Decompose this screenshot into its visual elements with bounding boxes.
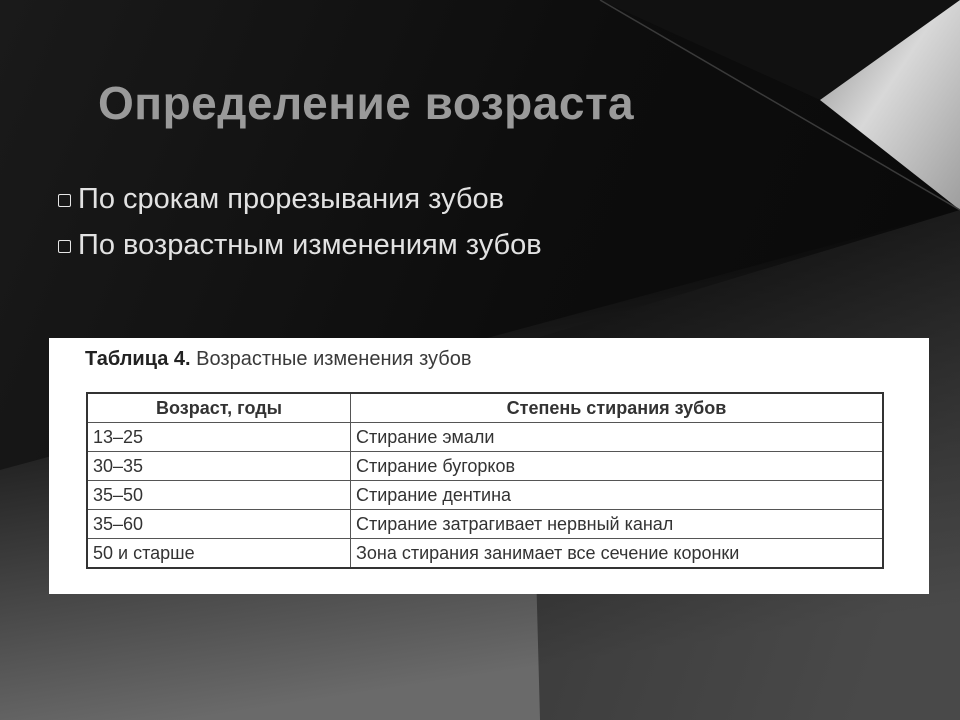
column-header-age: Возраст, годы	[87, 393, 351, 423]
table-row	[87, 510, 883, 539]
cell-wear: Стирание бугорков	[351, 452, 884, 481]
cell-wear: Стирание эмали	[351, 423, 884, 452]
age-table	[86, 392, 884, 569]
slide-title: Определение возраста	[98, 77, 635, 129]
table-caption-number: Таблица 4.	[85, 348, 191, 370]
cell-wear: Стирание дентина	[351, 481, 884, 510]
bullet-text: По возрастным изменениям зубов	[78, 228, 542, 261]
cell-age: 35–60	[87, 510, 351, 539]
cell-wear: Зона стирания занимает все сечение коронки	[351, 539, 884, 569]
cell-age: 30–35	[87, 452, 351, 481]
table-row	[87, 452, 883, 481]
bullet-text: По срокам прорезывания зубов	[78, 182, 505, 215]
cell-wear: Стирание затрагивает нервный канал	[351, 510, 884, 539]
table-image-panel	[49, 338, 929, 594]
table-row	[87, 539, 883, 569]
column-header-wear: Степень стирания зубов	[351, 393, 884, 423]
table-row	[87, 481, 883, 510]
table-caption-text: Возрастные изменения зубов	[190, 348, 472, 370]
square-bullet-icon	[58, 240, 71, 253]
table-header-row	[87, 393, 883, 423]
cell-age: 35–50	[87, 481, 351, 510]
cell-age: 50 и старше	[87, 539, 351, 569]
bullet-list	[58, 176, 542, 268]
table-caption	[85, 348, 471, 371]
bullet-item	[58, 222, 542, 268]
table-row	[87, 423, 883, 452]
bullet-item	[58, 176, 542, 222]
cell-age: 13–25	[87, 423, 351, 452]
square-bullet-icon	[58, 194, 71, 207]
